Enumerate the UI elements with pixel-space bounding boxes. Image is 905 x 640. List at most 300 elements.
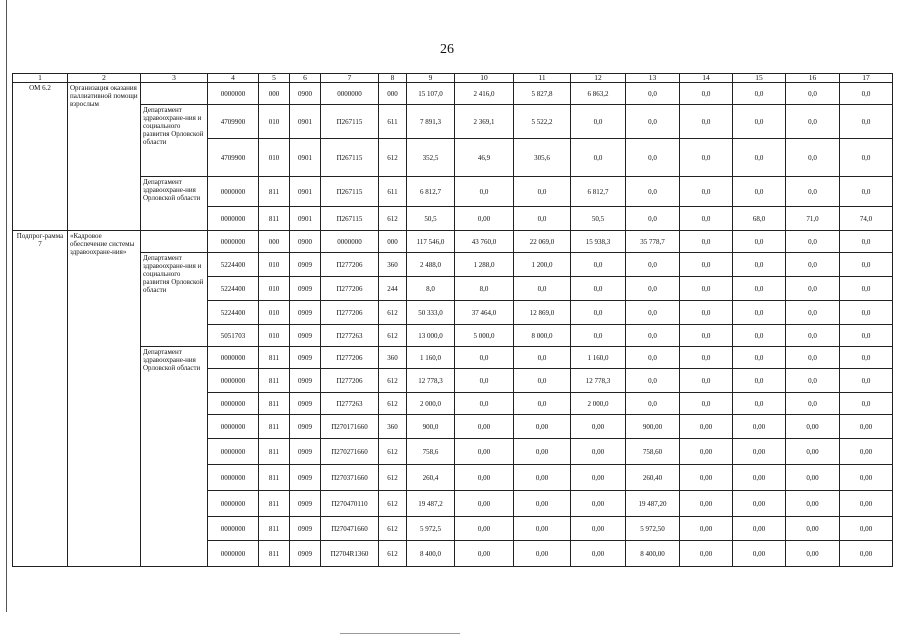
data-cell: П277263	[321, 393, 379, 415]
data-cell: 0,0	[840, 139, 893, 177]
data-cell: 0,0	[786, 301, 840, 325]
data-cell: 0000000	[208, 347, 259, 369]
data-cell: 360	[379, 415, 407, 439]
data-cell: 0,00	[455, 491, 514, 517]
data-cell: П277206	[321, 347, 379, 369]
data-cell: 612	[379, 517, 407, 541]
data-cell: 0000000	[208, 415, 259, 439]
data-cell: 611	[379, 105, 407, 139]
data-cell: 0,0	[455, 177, 514, 207]
data-cell: 0000000	[208, 465, 259, 491]
data-cell: 000	[379, 231, 407, 253]
data-cell: 000	[259, 83, 290, 105]
data-cell: 0909	[290, 325, 321, 347]
data-cell: 0,0	[680, 231, 733, 253]
data-cell: П267115	[321, 139, 379, 177]
executor-cell-empty	[141, 83, 208, 105]
table-row	[13, 83, 893, 105]
data-cell: 5 827,8	[514, 83, 571, 105]
data-cell: 0000000	[208, 177, 259, 207]
data-cell: 0000000	[208, 207, 259, 231]
data-cell: П277206	[321, 369, 379, 393]
data-cell: 0,00	[840, 491, 893, 517]
data-cell: 0,00	[786, 465, 840, 491]
data-cell: 244	[379, 277, 407, 301]
data-cell: 612	[379, 301, 407, 325]
data-cell: 0,0	[733, 325, 786, 347]
data-cell: 0909	[290, 541, 321, 567]
data-cell: 0,00	[680, 491, 733, 517]
header-cell: 8	[379, 74, 407, 83]
data-cell: 0,0	[786, 139, 840, 177]
program-name-cell: Организация оказания паллиативной помощи взрослым	[68, 83, 141, 231]
data-cell: 0,00	[514, 415, 571, 439]
data-cell: 0,0	[733, 83, 786, 105]
data-cell: 0,00	[571, 439, 626, 465]
data-cell: 0,00	[455, 439, 514, 465]
data-cell: П270271660	[321, 439, 379, 465]
data-cell: 0,0	[680, 207, 733, 231]
data-cell: 0,0	[840, 231, 893, 253]
data-cell: 0,0	[571, 139, 626, 177]
data-cell: 0000000	[208, 393, 259, 415]
data-cell: 0,00	[571, 491, 626, 517]
data-cell: 758,6	[407, 439, 455, 465]
data-cell: 900,0	[407, 415, 455, 439]
budget-table	[12, 73, 893, 567]
data-cell: 0901	[290, 207, 321, 231]
data-cell: 0,0	[626, 301, 680, 325]
data-cell: 5 522,2	[514, 105, 571, 139]
data-cell: 0,0	[571, 301, 626, 325]
header-cell: 17	[840, 74, 893, 83]
data-cell: П270371660	[321, 465, 379, 491]
executor-cell: Департамент здравоохране-ния Орловской области	[141, 347, 208, 567]
data-cell: 0909	[290, 393, 321, 415]
header-cell: 10	[455, 74, 514, 83]
data-cell: 4709900	[208, 139, 259, 177]
data-cell: 0,0	[455, 369, 514, 393]
data-cell: 0909	[290, 439, 321, 465]
data-cell: 0,0	[571, 277, 626, 301]
data-cell: 0,0	[733, 177, 786, 207]
data-cell: 0909	[290, 369, 321, 393]
data-cell: 22 069,0	[514, 231, 571, 253]
data-cell: 0901	[290, 105, 321, 139]
left-margin-rule	[6, 0, 7, 612]
data-cell: 0,0	[840, 325, 893, 347]
data-cell: 0,00	[514, 517, 571, 541]
data-cell: 0,00	[514, 541, 571, 567]
data-cell: 0,0	[680, 369, 733, 393]
data-cell: 0,00	[786, 491, 840, 517]
data-cell: 12 869,0	[514, 301, 571, 325]
data-cell: 0,00	[571, 465, 626, 491]
data-cell: 0909	[290, 347, 321, 369]
data-cell: 811	[259, 541, 290, 567]
data-cell: 0,00	[786, 415, 840, 439]
data-cell: 0,00	[571, 541, 626, 567]
data-cell: 0,0	[733, 301, 786, 325]
data-cell: П270471660	[321, 517, 379, 541]
data-cell: 0,0	[786, 347, 840, 369]
header-cell: 2	[68, 74, 141, 83]
data-cell: 0,0	[786, 231, 840, 253]
data-cell: 5 000,0	[455, 325, 514, 347]
table-row	[13, 105, 893, 139]
data-cell: 0909	[290, 491, 321, 517]
data-cell: 2 488,0	[407, 253, 455, 277]
data-cell: 0,00	[840, 439, 893, 465]
data-cell: 19 487,2	[407, 491, 455, 517]
data-cell: 0,0	[840, 83, 893, 105]
data-cell: 612	[379, 207, 407, 231]
data-cell: 0,00	[571, 517, 626, 541]
data-cell: 811	[259, 491, 290, 517]
data-cell: 0,0	[733, 231, 786, 253]
data-cell: 8 400,0	[407, 541, 455, 567]
data-cell: 811	[259, 517, 290, 541]
data-cell: 0909	[290, 253, 321, 277]
data-cell: 0,0	[786, 83, 840, 105]
data-cell: 360	[379, 253, 407, 277]
data-cell: 0,0	[680, 83, 733, 105]
data-cell: 0,00	[514, 439, 571, 465]
data-cell: 0901	[290, 177, 321, 207]
data-cell: 0,00	[680, 415, 733, 439]
data-cell: 0,0	[514, 277, 571, 301]
data-cell: 0,00	[680, 465, 733, 491]
data-cell: 5224400	[208, 301, 259, 325]
data-cell: 0,00	[786, 517, 840, 541]
data-cell: 0909	[290, 415, 321, 439]
data-cell: 612	[379, 325, 407, 347]
executor-cell-empty	[141, 231, 208, 253]
data-cell: 0,00	[680, 541, 733, 567]
data-cell: 0,0	[733, 139, 786, 177]
data-cell: 37 464,0	[455, 301, 514, 325]
data-cell: 12 778,3	[407, 369, 455, 393]
data-cell: 0,0	[733, 369, 786, 393]
data-cell: 0,0	[680, 393, 733, 415]
data-cell: 0,0	[626, 277, 680, 301]
data-cell: 0,00	[514, 491, 571, 517]
data-cell: 010	[259, 139, 290, 177]
data-cell: 0,00	[680, 439, 733, 465]
data-cell: 352,5	[407, 139, 455, 177]
data-cell: 0000000	[208, 369, 259, 393]
header-cell: 16	[786, 74, 840, 83]
header-cell: 15	[733, 74, 786, 83]
data-cell: 5051703	[208, 325, 259, 347]
header-row	[13, 74, 893, 83]
data-cell: 8 400,00	[626, 541, 680, 567]
data-cell: 611	[379, 177, 407, 207]
data-cell: 0,00	[733, 465, 786, 491]
data-cell: 811	[259, 465, 290, 491]
data-cell: 46,9	[455, 139, 514, 177]
header-cell: 13	[626, 74, 680, 83]
data-cell: 0,0	[733, 347, 786, 369]
data-cell: 612	[379, 465, 407, 491]
data-cell: 0000000	[208, 491, 259, 517]
data-cell: 0,0	[514, 177, 571, 207]
data-cell: 0,0	[786, 105, 840, 139]
data-cell: 0,0	[840, 105, 893, 139]
data-cell: 0000000	[208, 517, 259, 541]
executor-cell: Департамент здравоохране-ния Орловской области	[141, 177, 208, 231]
data-cell: 811	[259, 415, 290, 439]
data-cell: 0,0	[626, 177, 680, 207]
data-cell: 5 972,5	[407, 517, 455, 541]
program-code-cell: ОМ 6.2	[13, 83, 68, 231]
data-cell: 8 000,0	[514, 325, 571, 347]
data-cell: 0,0	[733, 253, 786, 277]
table-row	[13, 347, 893, 369]
data-cell: 010	[259, 325, 290, 347]
data-cell: 2 369,1	[455, 105, 514, 139]
header-cell: 3	[141, 74, 208, 83]
data-cell: 0,00	[786, 541, 840, 567]
data-cell: 5224400	[208, 277, 259, 301]
data-cell: 1 200,0	[514, 253, 571, 277]
data-cell: 0,00	[733, 491, 786, 517]
data-cell: 360	[379, 347, 407, 369]
data-cell: 0900	[290, 231, 321, 253]
data-cell: 2 416,0	[455, 83, 514, 105]
table-row	[13, 177, 893, 207]
data-cell: 0,0	[626, 139, 680, 177]
header-cell: 11	[514, 74, 571, 83]
data-cell: 0,0	[626, 325, 680, 347]
data-cell: 612	[379, 491, 407, 517]
data-cell: 0000000	[208, 439, 259, 465]
data-cell: 0909	[290, 517, 321, 541]
data-cell: 0000000	[208, 541, 259, 567]
data-cell: 0,0	[626, 253, 680, 277]
data-cell: 0909	[290, 301, 321, 325]
data-cell: 35 778,7	[626, 231, 680, 253]
data-cell: 0,00	[733, 517, 786, 541]
data-cell: 6 812,7	[571, 177, 626, 207]
data-cell: 0901	[290, 139, 321, 177]
data-cell: 0,0	[514, 369, 571, 393]
data-cell: 0,0	[840, 347, 893, 369]
data-cell: 0,0	[786, 253, 840, 277]
data-cell: 0,00	[733, 415, 786, 439]
data-cell: 0,0	[626, 83, 680, 105]
data-cell: 117 546,0	[407, 231, 455, 253]
data-cell: 68,0	[733, 207, 786, 231]
data-cell: 0,00	[455, 415, 514, 439]
data-cell: 0,0	[786, 177, 840, 207]
data-cell: 0,00	[840, 465, 893, 491]
data-cell: П2704R1360	[321, 541, 379, 567]
data-cell: П277206	[321, 277, 379, 301]
data-cell: 0,00	[786, 439, 840, 465]
data-cell: 0,0	[626, 369, 680, 393]
data-cell: 6 863,2	[571, 83, 626, 105]
data-cell: 50 333,0	[407, 301, 455, 325]
header-cell: 5	[259, 74, 290, 83]
data-cell: 0,0	[626, 393, 680, 415]
data-cell: 000	[379, 83, 407, 105]
data-cell: 811	[259, 369, 290, 393]
program-code-cell: Подпрог-рамма 7	[13, 231, 68, 567]
header-cell: 6	[290, 74, 321, 83]
data-cell: 0909	[290, 465, 321, 491]
data-cell: 5224400	[208, 253, 259, 277]
data-cell: 0,0	[733, 105, 786, 139]
data-cell: 0909	[290, 277, 321, 301]
data-cell: 0,0	[680, 105, 733, 139]
data-cell: 8,0	[455, 277, 514, 301]
data-cell: П270171660	[321, 415, 379, 439]
data-cell: П267115	[321, 105, 379, 139]
data-cell: 0,00	[455, 465, 514, 491]
data-cell: 0,0	[840, 301, 893, 325]
data-cell: 000	[259, 231, 290, 253]
data-cell: 0,00	[571, 415, 626, 439]
data-cell: 2 000,0	[571, 393, 626, 415]
data-cell: 0,00	[514, 465, 571, 491]
data-cell: 4709900	[208, 105, 259, 139]
data-cell: 2 000,0	[407, 393, 455, 415]
data-cell: 0,0	[786, 369, 840, 393]
data-cell: 0,0	[840, 393, 893, 415]
data-cell: 50,5	[571, 207, 626, 231]
data-cell: 0,00	[840, 415, 893, 439]
header-cell: 4	[208, 74, 259, 83]
data-cell: 6 812,7	[407, 177, 455, 207]
data-cell: П267115	[321, 207, 379, 231]
data-cell: П267115	[321, 177, 379, 207]
page-number: 26	[440, 42, 454, 57]
data-cell: 612	[379, 369, 407, 393]
data-cell: 010	[259, 253, 290, 277]
data-cell: 0,0	[571, 105, 626, 139]
data-cell: 0,0	[455, 393, 514, 415]
data-cell: 010	[259, 301, 290, 325]
data-cell: 0,0	[680, 139, 733, 177]
data-cell: 758,60	[626, 439, 680, 465]
data-cell: 0,0	[786, 325, 840, 347]
data-cell: 811	[259, 207, 290, 231]
data-cell: 0,00	[455, 207, 514, 231]
data-cell: 612	[379, 139, 407, 177]
data-cell: 0,0	[786, 277, 840, 301]
data-cell: 0,00	[455, 541, 514, 567]
data-cell: 0900	[290, 83, 321, 105]
data-cell: 811	[259, 347, 290, 369]
program-name-cell: «Кадровое обеспечение системы здравоохране-ния»	[68, 231, 141, 567]
data-cell: 12 778,3	[571, 369, 626, 393]
data-cell: 74,0	[840, 207, 893, 231]
data-cell: 0,0	[680, 277, 733, 301]
data-cell: 8,0	[407, 277, 455, 301]
header-cell: 7	[321, 74, 379, 83]
data-cell: 0,0	[840, 253, 893, 277]
data-cell: 7 891,3	[407, 105, 455, 139]
data-cell: 0,0	[680, 325, 733, 347]
data-cell: 0,00	[733, 439, 786, 465]
data-cell: 0,0	[514, 347, 571, 369]
data-cell: П277206	[321, 253, 379, 277]
data-cell: 0,0	[680, 347, 733, 369]
executor-cell: Департамент здравоохране-ния и социального развития Орловской области	[141, 105, 208, 177]
data-cell: 0,00	[680, 517, 733, 541]
executor-cell: Департамент здравоохране-ния и социального развития Орловской области	[141, 253, 208, 347]
data-cell: 0,0	[680, 177, 733, 207]
data-cell: П277206	[321, 301, 379, 325]
data-cell: 0,00	[840, 517, 893, 541]
data-cell: 13 000,0	[407, 325, 455, 347]
data-cell: 0000000	[208, 231, 259, 253]
data-cell: 010	[259, 277, 290, 301]
data-cell: 811	[259, 393, 290, 415]
table-row	[13, 253, 893, 277]
data-cell: 0,0	[840, 369, 893, 393]
data-cell: 612	[379, 393, 407, 415]
data-cell: 612	[379, 541, 407, 567]
header-cell: 14	[680, 74, 733, 83]
data-cell: 811	[259, 439, 290, 465]
data-cell: П277263	[321, 325, 379, 347]
data-cell: 1 160,0	[571, 347, 626, 369]
data-cell: 0,0	[840, 177, 893, 207]
data-cell: 0,0	[680, 253, 733, 277]
data-cell: 71,0	[786, 207, 840, 231]
data-cell: 0,0	[626, 347, 680, 369]
data-cell: 50,5	[407, 207, 455, 231]
header-cell: 9	[407, 74, 455, 83]
data-cell: 0,0	[571, 325, 626, 347]
data-cell: 0,0	[733, 393, 786, 415]
scan-artifact	[340, 633, 460, 634]
data-cell: 612	[379, 439, 407, 465]
data-cell: 0,0	[514, 393, 571, 415]
data-cell: 0000000	[208, 83, 259, 105]
data-cell: 0000000	[321, 83, 379, 105]
data-cell: 1 288,0	[455, 253, 514, 277]
data-cell: 19 487,20	[626, 491, 680, 517]
data-cell: 0,00	[733, 541, 786, 567]
data-cell: 15 107,0	[407, 83, 455, 105]
data-cell: 0,0	[626, 105, 680, 139]
table-row	[13, 231, 893, 253]
data-cell: 1 160,0	[407, 347, 455, 369]
data-cell: 260,4	[407, 465, 455, 491]
data-cell: 0,0	[733, 277, 786, 301]
data-cell: 0,0	[626, 207, 680, 231]
data-cell: 0,0	[680, 301, 733, 325]
data-cell: 0,0	[840, 277, 893, 301]
data-cell: 0,00	[840, 541, 893, 567]
data-cell: 0,0	[514, 207, 571, 231]
data-cell: 43 760,0	[455, 231, 514, 253]
data-cell: 0,0	[455, 347, 514, 369]
data-cell: 0,0	[786, 393, 840, 415]
data-cell: 900,00	[626, 415, 680, 439]
header-cell: 12	[571, 74, 626, 83]
data-cell: 010	[259, 105, 290, 139]
data-cell: П270470110	[321, 491, 379, 517]
data-cell: 0000000	[321, 231, 379, 253]
data-cell: 260,40	[626, 465, 680, 491]
data-cell: 305,6	[514, 139, 571, 177]
data-cell: 5 972,50	[626, 517, 680, 541]
data-cell: 0,0	[571, 253, 626, 277]
